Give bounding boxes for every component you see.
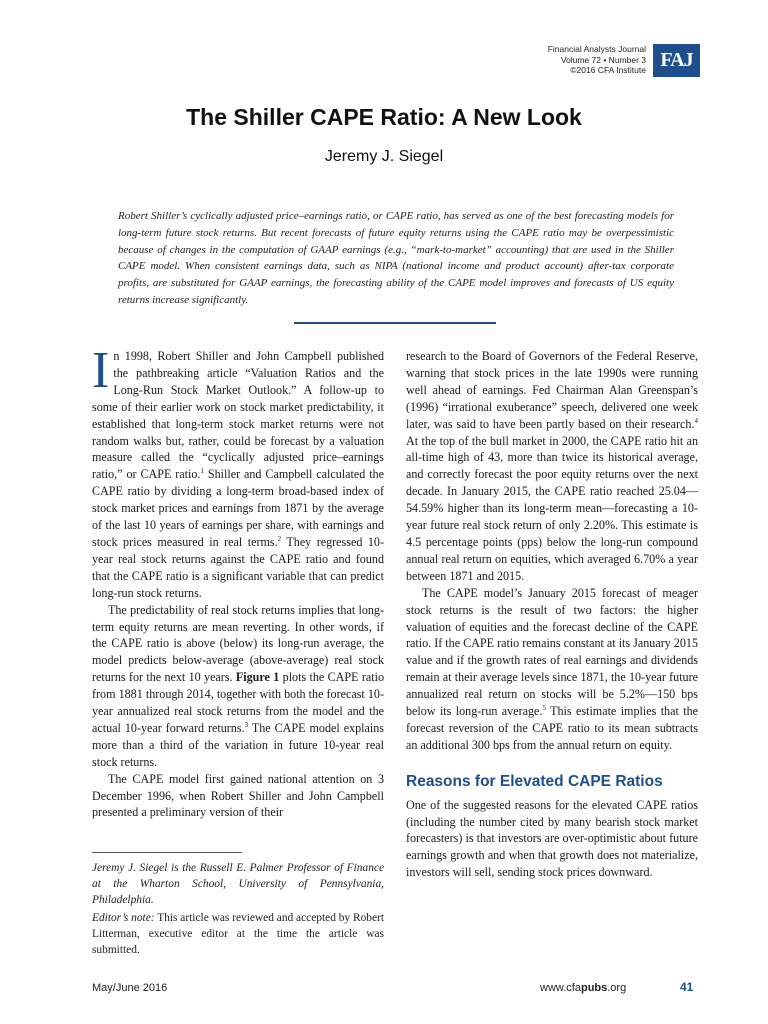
footnote-divider [92,852,242,853]
article-author: Jeremy J. Siegel [324,148,444,165]
footer-issue: May/June 2016 [92,982,168,994]
faj-logo: FAJ [653,44,700,77]
section-heading: Reasons for Elevated CAPE Ratios [406,772,663,790]
footnote-ref-4[interactable]: 4 [694,416,698,425]
footnote-ref-2[interactable]: 2 [277,534,282,543]
author-note: Jeremy J. Siegel is the Russell E. Palmer Professor of Finance at the Wharton School, University of Pennsylvania, Philadelphia. [92,862,384,907]
article-title: The Shiller CAPE Ratio: A New Look [186,104,582,130]
journal-volume: Volume 72 • Number 3 [560,54,646,65]
article-abstract: Robert Shiller’s cyclically adjusted price–earnings ratio, or CAPE ratio, has served as one of the best forecasting models for long-term future stock returns. But recent forecasts of future equity returns using the CAPE ratio may be overpessimistic because of changes in the computation of GAAP earnings (e.g., “mark-to-market” accounting) that are used in the Shiller CAPE model. When consistent earnings data, such as NIPA (national income and product account) after-tax corporate profits, are substituted for GAAP earnings, the forecasting ability of the CAPE model improves and forecasts of US equity returns increase significantly. [118,210,674,306]
editor-note: Editor’s note: This article was reviewed and accepted by Robert Litterman, executive editor at the time the article was submitted. [92,912,384,957]
abstract-divider [294,322,496,324]
paragraph-4: research to the Board of Governors of the Federal Reserve, warning that stock prices in the late 1990s were running well ahead of earnings. Fed Chairman Alan Greenspan’s (1996) “irrational exuberance” speech, delivered one week later, was said to have been partly based on their research.$^4$ At the top of the bull market in 2000, the CAPE ratio hit an all-time high of 43, more than twice its historical average, and correctly forecast the poor equity returns over the next decade. In January 2015, the CAPE ratio reached 25.04—54.59% higher than its long-term mean—forecasting a 10-year future real stock return of only 2.20%. This estimate is 4.5 percentage points (pps) below the long-run compound annual real return on equities, which averaged 6.70% a year between 1871 and 2015. [406,349,698,583]
right-column [406,348,698,881]
drop-cap: I [92,342,110,399]
page-number: 41 [680,980,694,994]
paragraph-1: In 1998, Robert Shiller and John Campbell published the pathbreaking article “Valuation Ratios and the Long-Run Stock Market Outlook.” A follow-up to some of their earlier work on stock market predictability, it established that long-term stock market returns were not random walks but, rather, could be forecast by a valuation measure called the “cyclically adjusted price–earnings ratio,” or CAPE ratio.$^1$ Shiller and Campbell calculated the CAPE ratio by dividing a long-term broad-based index of stock market prices and earnings from 1871 by the average of the last 10 years of earnings per share, with earnings and stock prices measured in real terms.$^2$ They regressed 10-year real stock returns against the CAPE ratio and found that the CAPE ratio is a significant variable that can predict long-run stock returns. [92,342,385,600]
paragraph-2: The predictability of real stock returns implies that long-term equity returns are mean reverting. In other words, if the CAPE ratio is above (below) its long-run average, the model predicts below-average (above-average) real stock returns for the next 10 years. Figure 1 plots the CAPE ratio from 1881 through 2014, together with both the forecast 10-year annualized real stock returns from the model and the actual 10-year forward returns.$^3$ The CAPE model explains more than a third of the variation in future 10-year real stock returns. [92,602,384,769]
paragraph-3: The CAPE model first gained national attention on 3 December 1996, when Robert Shiller and John Campbell presented a preliminary version of their [92,771,384,820]
footnote-ref-3[interactable]: 3 [244,720,249,729]
paragraph-5: The CAPE model’s January 2015 forecast of meager stock returns is the result of two factors: the higher valuation of equities and the forecast decline of the CAPE ratio. If the CAPE ratio remains constant at its January 2015 value and if the growth rates of real earnings and dividends remain at their average levels since 1871, the 10-year future annualized real return on stocks will be 5.2%—150 bps below its long-run average.$^5$ This estimate implies that the forecast reversion of the CAPE ratio to its mean subtracts an additional 300 bps from the annual return on equity. [406,585,698,752]
footer-url[interactable]: www.cfapubs.org [540,982,627,994]
journal-copyright: ©2016 CFA Institute [570,65,646,75]
left-column [92,342,385,821]
paragraph-6: One of the suggested reasons for the elevated CAPE ratios (including the number cited by many bearish stock market forecasters) is that investors are over-optimistic about future earnings growth and when that growth does not materialize, investors will sell, sending stock prices downward. [406,797,698,880]
figure-1-ref[interactable]: Figure 1 [235,670,280,685]
journal-name: Financial Analysts Journal [547,44,646,54]
journal-info [480,44,646,76]
footnote-ref-5[interactable]: 5 [542,704,546,712]
footnote-ref-1[interactable]: 1 [200,467,204,476]
